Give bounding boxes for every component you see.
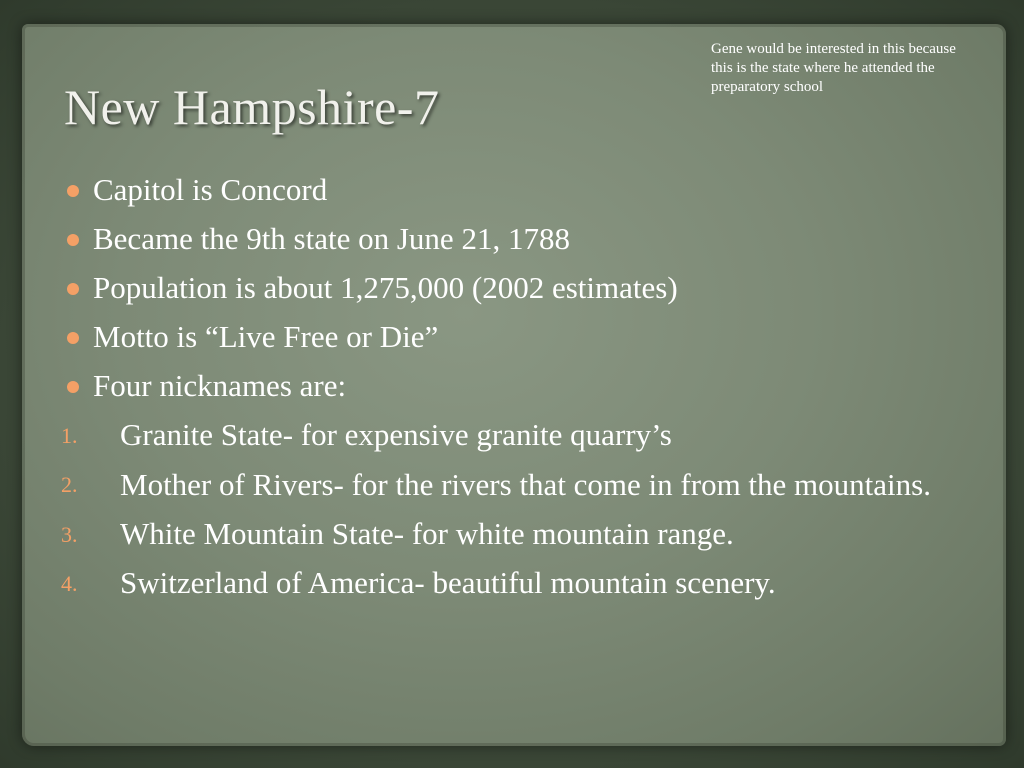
bullet-dot-icon	[67, 381, 79, 393]
bullet-dot-icon	[67, 234, 79, 246]
bullet-text: Motto is “Live Free or Die”	[93, 319, 439, 354]
bullet-text: Became the 9th state on June 21, 1788	[93, 221, 570, 256]
item-number: 1.	[61, 423, 78, 448]
item-number: 3.	[61, 522, 78, 547]
numbered-item	[61, 466, 984, 503]
bullet-item	[64, 270, 984, 306]
speaker-note-callout: Gene would be interested in this because this is the state where he attended the preparatory school	[711, 41, 956, 95]
slide-title: New Hampshire-7	[64, 79, 440, 135]
numbered-item	[61, 565, 984, 601]
bullet-text: Four nicknames are:	[93, 368, 347, 403]
item-number: 2.	[61, 472, 78, 497]
numbered-text: Switzerland of America- beautiful mountain scenery.	[120, 565, 776, 600]
bullet-dot-icon	[67, 283, 79, 295]
slide-body	[61, 172, 984, 614]
numbered-item	[61, 516, 984, 552]
numbered-text: Mother of Rivers- for the rivers that come in from the mountains.	[120, 467, 931, 502]
item-number: 4.	[61, 571, 78, 596]
bullet-item	[64, 368, 984, 404]
numbered-item	[61, 417, 984, 453]
numbered-text: Granite State- for expensive granite quarry’s	[120, 417, 672, 452]
bullet-item	[64, 221, 984, 257]
bullet-dot-icon	[67, 185, 79, 197]
numbered-text: White Mountain State- for white mountain range.	[120, 516, 734, 551]
bullet-item	[64, 172, 984, 208]
bullet-text: Population is about 1,275,000 (2002 estimates)	[93, 270, 678, 305]
bullet-item	[64, 319, 984, 355]
bullet-text: Capitol is Concord	[93, 172, 328, 207]
bullet-dot-icon	[67, 332, 79, 344]
